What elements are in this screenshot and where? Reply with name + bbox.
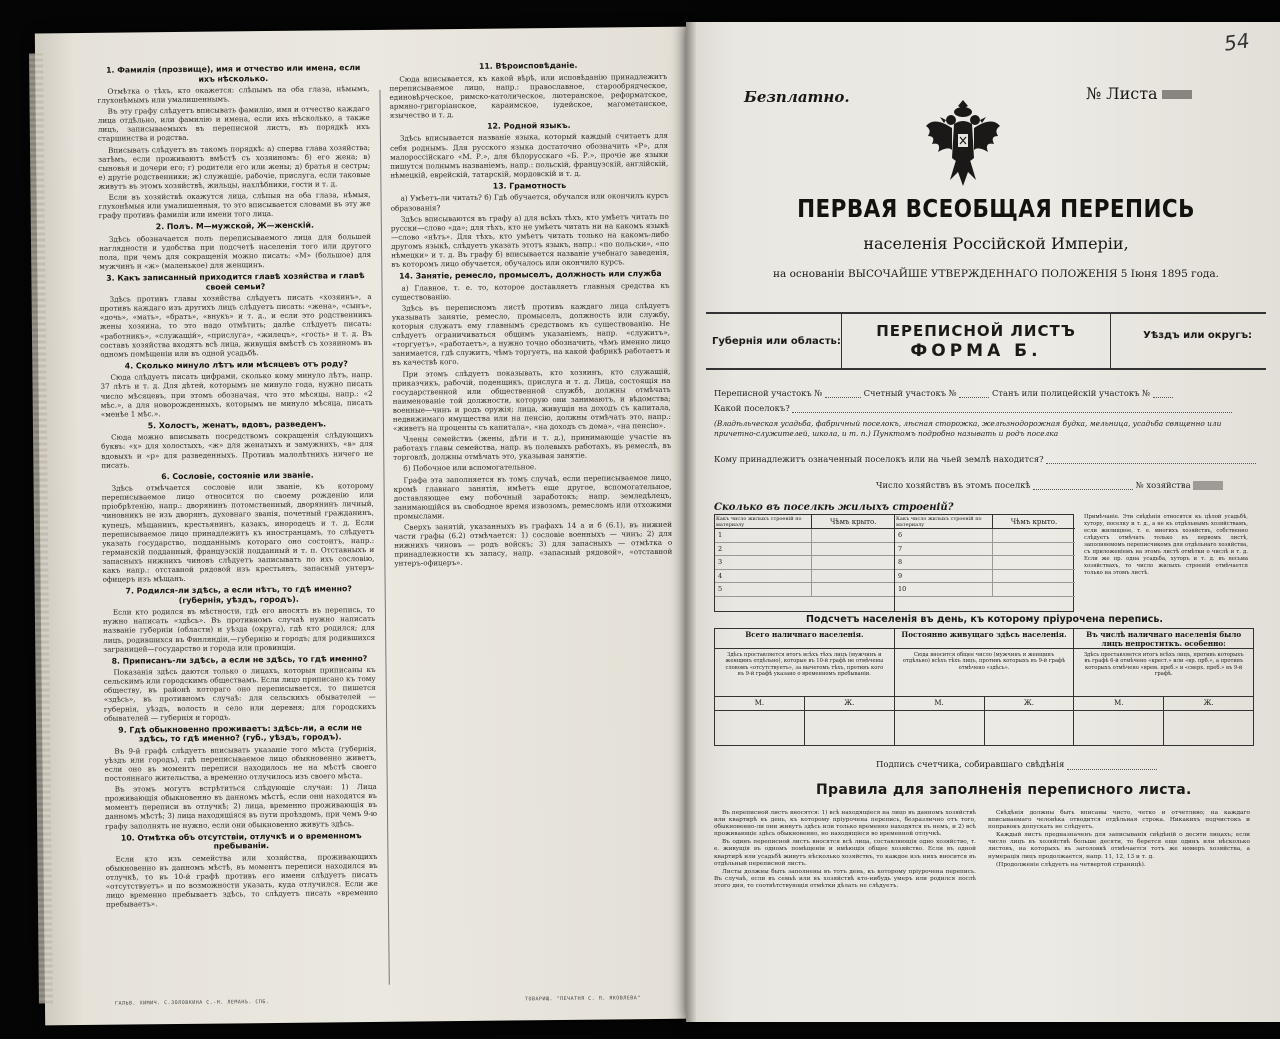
- instruction-paragraph: Сюда можно вписывать посредствомъ сокращенія слѣдующихъ буквъ: «х» для холостыхъ, «ж» для женатыхъ и замужнихъ, «в» для вдовыхъ и «р» для разведенныхъ. Противъ малолѣтнихъ ничего не писать.: [101, 430, 374, 470]
- census-form-sheet: [686, 22, 1280, 1022]
- houses-row-roof-cell: [993, 556, 1075, 569]
- instructions-column-1: [97, 60, 378, 911]
- instruction-heading: 5. Холостъ, женатъ, вдовъ, разведенъ.: [147, 419, 327, 431]
- houses-row: [895, 556, 1075, 570]
- province-label: Губернія или область:: [712, 336, 841, 347]
- rules-paragraph: Листы должны быть заполнены въ тотъ день, къ которому пріурочена перепись. Въ случаѣ, если въ семьѣ или въ хозяйствѣ кто-нибудь умеръ или родился послѣ этого дня, то соотвѣтствующія отмѣтки дѣлать не слѣдуетъ.: [714, 868, 976, 889]
- population-column-description: Здѣсь проставляется итогъ всѣхъ лицъ, противъ которыхъ въ графѣ 6-й отмѣчено «крест.» или «вр. прб.», а противъ которыхъ отмѣчено «врем. преб.» и «сверх. преб.» въ 9-й графѣ.: [1074, 649, 1253, 697]
- population-heading: Подсчетъ населенія въ день, къ которому пріурочена перепись.: [806, 614, 1164, 625]
- archive-page-number: 54: [1222, 28, 1251, 56]
- instruction-paragraph: Сюда вписывается, къ какой вѣрѣ, или исповѣданію принадлежитъ переписываемое лицо, напр.: православное, старообрядческое, единовѣрческое, римско-католическое, лютеранское, реформатское, армяно-григоріанское, караимское, іудейское, магометанское, язычество и т. д.: [389, 71, 668, 120]
- male-header: М.: [895, 697, 985, 710]
- instruction-paragraph: Вписывать слѣдуетъ въ такомъ порядкѣ: а) сперва глава хозяйства; затѣмъ, если проживаютъ вмѣстѣ съ хозяиномъ: б) его жена; в) сыновья и дочери его; г) родители его или жены; д) братья и сестры; е) другіе родственники; ж) служащіе, рабочіе, прислуга, если таковые живутъ въ этомъ хозяйствѣ, жильцы, нахлѣбники, гости и т. д.: [98, 142, 371, 191]
- form-title: ПЕРЕПИСНОЙ ЛИСТЪ: [876, 322, 1076, 340]
- rules-column-1: [714, 810, 976, 891]
- houses-row-roof-cell: [812, 543, 894, 556]
- instruction-heading: 13. Грамотность: [492, 180, 567, 191]
- rules-paragraph: Каждый листъ предназначенъ для записыванія свѣдѣній о десяти лицахъ; если число лицъ въ хозяйствѣ больше десяти, то берется еще одинъ или нѣсколько листовъ, на которыхъ въ заголовкѣ отмѣчается тотъ же номеръ хозяйства, а нумерація лицъ продолжается, напр. 11, 12, 13 и т. д.: [988, 832, 1250, 860]
- instruction-paragraph: Здѣсь вписываются въ графу а) для всѣхъ тѣхъ, кто умѣетъ читать по русски—слово «да»; для тѣхъ, кто не умѣетъ читать ни на какомъ языкѣ—слово «нѣтъ». Для тѣхъ, кто умѣетъ читать только на какомъ-либо другомъ языкѣ, слѣдуетъ указать этотъ языкъ, напр.: «по польски», «по нѣмецки» и т. д. Въ графу б) вписывается названіе учебнаго заведенія, въ которомъ лицо обучается, обучалось или окончило курсъ.: [390, 211, 670, 269]
- male-count-cell: [1074, 711, 1164, 745]
- instruction-paragraph: Въ этомъ могутъ встрѣтиться слѣдующіе случаи: 1) Лица проживающія обыкновенно въ данномъ мѣстѣ, если они находятся въ моментъ переписи въ отлучкѣ; 2) лица, временно проживающія въ данномъ мѣстѣ; 3) лица находящіяся въ пути проѣздомъ, при чемъ 9-ю графу заполнять не нужно, если они обыкновенно живутъ здѣсь.: [104, 782, 378, 831]
- sex-header-row: [715, 697, 894, 711]
- instructions-column-2: [389, 57, 672, 570]
- district-label: Уѣздъ или округъ:: [1143, 330, 1252, 341]
- houses-row: [715, 556, 894, 570]
- houses-row-number: 4: [715, 570, 812, 583]
- instruction-paragraph: а) Умѣетъ-ли читать? б) Гдѣ обучается, обучался или окончилъ курсъ образованія?: [390, 191, 669, 213]
- houses-table: [714, 514, 1074, 612]
- instruction-heading: 11. Вѣроисповѣданіе.: [478, 60, 578, 71]
- instruction-paragraph: Здѣсь вписывается названіе языка, который каждый считаетъ для себя роднымъ. Для русского языка достаточно обозначить «Р», для малороссійскаго «М. Р.», для бѣлорусскаго «Б. Р.», прочіе же языки пишутся полнымъ названіемъ, напр.: польскій, французскій, англійскій, нѣмецкій, еврейскій, татарскій, мордовскій и т. д.: [389, 131, 669, 180]
- instruction-heading: 1. Фамилія (прозвище), имя и отчество или имена, если ихъ нѣсколько.: [106, 63, 361, 84]
- households-count-label: Число хозяйствъ въ этомъ поселкѣ: [876, 480, 1031, 490]
- printer-imprint-left: ГАЛЬВ. ХИМИЧ. С.ЗОЛОВКИНА С.-Н. ЛЕМАНЪ. СПБ.: [114, 999, 270, 1007]
- settlement-line: [714, 403, 1232, 413]
- instruction-paragraph: Члены семействъ (жены, дѣти и т. д.), принимающіе участіе въ работахъ главы семейства, напр. въ полевыхъ работахъ, въ ремеслѣ, въ торговлѣ, должны отмѣчать это, указывая занятіе.: [393, 432, 672, 463]
- instruction-heading: 10. Отмѣтка объ отсутствіи, отлучкѣ и о временномъ пребываніи.: [120, 830, 362, 851]
- population-column-description: Здѣсь проставляется итогъ всѣхъ тѣхъ лицъ (мужчинъ и женщинъ отдѣльно), которые въ 10-й графѣ не отмѣчены словомъ «отсутствуетъ», за вычетомъ тѣхъ, противъ кого въ 9-й графѣ указано о временномъ пребываніи.: [715, 649, 894, 697]
- houses-row-number: 10: [895, 583, 993, 596]
- population-blank-row: [1074, 711, 1253, 745]
- signature-blank: [1067, 761, 1157, 770]
- rules-title: Правила для заполненія переписного листа.: [816, 782, 1192, 798]
- form-name: ФОРМА Б.: [910, 341, 1042, 361]
- houses-row-roof-cell: [993, 543, 1075, 556]
- rules-paragraph: (Продолженіе слѣдуетъ на четвертой страницѣ).: [996, 861, 1146, 868]
- houses-row: [715, 543, 894, 557]
- instruction-paragraph: Здѣсь обозначается полъ переписываемого лица для большей наглядности и удобства при подсчетѣ населенія того или другого пола, при чемъ для сокращенія можно писать: «М» (большое) для мужчинъ и «ж» (маленькое) для женщинъ.: [99, 231, 372, 271]
- houses-row-roof-cell: [812, 583, 894, 596]
- male-count-cell: [895, 711, 985, 745]
- material-column-header: Какъ число жилыхъ строеній по материалу: [895, 515, 993, 528]
- population-blank-row: [895, 711, 1074, 745]
- signature-line: [876, 760, 1157, 770]
- rules-column-2: [988, 810, 1250, 870]
- houses-note: Примѣчаніе. Эти свѣдѣнія относятся къ цѣлой усадьбѣ, хутору, поселку и т. д., а не къ отдѣльнымъ хозяйствамъ, если жилищное, т. е. многихъ хозяйствъ, собственно слѣдуетъ отмѣчать только въ первомъ листѣ, заполняемомъ переписчикомъ для отдѣльнаго хозяйства, съ приложеніемъ на этомъ листѣ отмѣтки о числѣ и т. д. Если же пр. одна усадьба, хуторъ и т. д. въ весьма хозяйствахъ, то число жилыхъ строеній отмѣчается только на этомъ листѣ.: [1084, 514, 1248, 576]
- count-section-label: Счетный участокъ №: [863, 388, 957, 398]
- form-title-cell: [841, 314, 1111, 368]
- female-count-cell: [985, 711, 1074, 745]
- population-column: [1074, 629, 1253, 745]
- instruction-paragraph: Здѣсь противъ главы хозяйства слѣдуетъ писать «хозяинъ», а противъ каждаго изъ другихъ лицъ слѣдуетъ писать: «жена», «сынъ», «дочь», «мать», «братъ», «внукъ» и т. д., и если это родственникъ жены хозяина, то это надо отмѣтить; далѣе слѣдуетъ писать: «работникъ», «служащій», «прислуга», «жилецъ», «гость» и т. д. Въ составъ хозяйства входятъ всѣ лица, живущія вмѣстѣ съ хозяиномъ въ одномъ помѣщеніи или въ одной усадьбѣ.: [99, 292, 373, 359]
- instruction-paragraph: Если кто изъ семейства или хозяйства, проживающихъ обыкновенно въ данномъ мѣстѣ, въ моментъ переписи находился въ отлучкѣ, то въ 10-й графѣ противъ его имени слѣдуетъ писать «отсутствуетъ» и по возможности указать, куда отлучился. Если же лицо временно пребываетъ здѣсь, то слѣдуетъ писать «временно пребываетъ».: [105, 851, 378, 909]
- printer-imprint-right: ТОВАРИЩ. "ПЕЧАТНЯ С. П. ЯКОВЛЕВА": [524, 995, 641, 1003]
- households-line: [876, 480, 1223, 490]
- census-title: ПЕРВАЯ ВСЕОБЩАЯ ПЕРЕПИСЬ: [797, 194, 1195, 223]
- population-blank-row: [715, 711, 894, 745]
- houses-row-number: 2: [715, 543, 812, 556]
- population-column: [895, 629, 1075, 745]
- instruction-paragraph: Здѣсь въ переписномъ листѣ противъ каждаго лица слѣдуетъ указывать занятіе, ремесло, промыселъ, должность или службу, которыя служатъ ему главнымъ средствомъ къ существованію. Не слѣдуетъ ограничиваться общимъ указаніемъ, напр. «служитъ», «торгуетъ», «работаетъ», а нужно точно обозначить, чѣмъ именно лицо занимается, гдѣ служитъ, чѣмъ торгуетъ, на какой фабрикѣ работаетъ и въ качествѣ кого.: [391, 300, 671, 368]
- houses-rows-right: [895, 529, 1075, 597]
- sex-header-row: [1074, 697, 1253, 711]
- houses-row: [895, 543, 1075, 557]
- instruction-paragraph: Если кто родился въ мѣстности, гдѣ его вносятъ въ перепись, то нужно написать «здѣсь». Въ противномъ случаѣ нужно написать названіе губерніи (области) и уѣзда (округа), гдѣ кто родился; для лицъ, родившихся въ Финляндіи,—губернію и городъ; для родившихся заграницей—государство и города или провинціи.: [102, 605, 376, 654]
- instruction-sheet: [35, 27, 701, 1026]
- houses-row-number: 5: [715, 583, 812, 596]
- houses-table-header: [715, 515, 894, 529]
- rules-paragraph: Въ одинъ переписной листъ вносятся всѣ лица, составляющія одно хозяйство, т. е. живущія въ одномъ помѣщеніи и имѣющія общее хозяйство. Если въ одной квартирѣ или усадьбѣ живутъ нѣсколько хозяйствъ, то каждое изъ нихъ вносится въ отдѣльный переписной листъ.: [714, 839, 976, 867]
- houses-row-number: 7: [895, 543, 993, 556]
- male-header: М.: [715, 697, 805, 710]
- houses-row-number: 9: [895, 570, 993, 583]
- instruction-paragraph: Здѣсь отмѣчается сословіе или званіе, къ которому переписываемое лицо относится по своему рожденію или пріобрѣтенію, напр.: дворянинъ потомственный, дворянинъ личный, чиновникъ не изъ дворянъ, духовнаго званія, почетный гражданинъ, купецъ, мѣщанинъ, крестьянинъ, казакъ, инородецъ и т. д. Если переписываемое лицо принадлежитъ къ иностранцамъ, то слѣдуетъ указать государство, подданнымъ котораго оно состоитъ, напр.: германскій подданный, французскій подданный и т. п. Отставныхъ и запасныхъ нижнихъ чиновъ слѣдуетъ записывать по ихъ сословію, какъ напр.: отставной рядовой изъ крестьянъ, запасный унтеръ-офицеръ изъ мѣщанъ.: [101, 481, 375, 584]
- sheet-fold: [686, 22, 696, 1022]
- houses-table-header: [895, 515, 1075, 529]
- houses-row: [895, 583, 1075, 597]
- settlement-label: Какой поселокъ?: [714, 403, 790, 413]
- instruction-paragraph: б) Побочное или вспомогательное.: [403, 462, 537, 474]
- instruction-paragraph: Показанія здѣсь даются только о лицахъ, которыя приписаны къ сельскимъ или городскимъ обществамъ. Если лицо приписано къ тому обществу, въ районѣ котораго оно переписывается, то пишется «здѣсь», въ противномъ случаѣ: для сельскихъ обывателей — губернія, уѣздъ, волость и село или деревня; для городскихъ обывателей — губернія и городъ.: [103, 665, 376, 723]
- double-headed-eagle-emblem: [924, 96, 1002, 188]
- houses-row-roof-cell: [812, 556, 894, 569]
- instruction-paragraph: Сюда слѣдуетъ писать цифрами, сколько кому минуло лѣтъ, напр. 37 лѣтъ и т. д. Для дѣтей, которымъ не минуло года, нужно писать число мѣсяцевъ, при этомъ обозначая, что это мѣсяцы, напр.: «2 мѣс.», а для новорожденныхъ, которымъ не минуло мѣсяца, писать «менѣе 1 мѣс.».: [100, 370, 373, 419]
- free-label: Безплатно.: [744, 88, 850, 106]
- households-count-blank: [1033, 481, 1133, 490]
- stacked-pages-edge: [29, 53, 53, 1003]
- census-subtitle: населенія Россійской Имперіи,: [863, 234, 1129, 253]
- instruction-paragraph: Отмѣтка о тѣхъ, кто окажется: слѣпымъ на оба глаза, нѣмымъ, глухонѣмымъ или умалишеннымъ.: [97, 83, 370, 105]
- legal-basis: на основаніи ВЫСОЧАЙШЕ УТВЕРЖДЕННАГО ПОЛОЖЕНІЯ 5 Іюня 1895 года.: [772, 268, 1219, 280]
- instruction-paragraph: а) Главное, т. е. то, которое доставляетъ главныя средства къ существованію.: [391, 280, 670, 302]
- population-column-title: Постоянно живущаго здѣсь населенія.: [895, 629, 1074, 649]
- count-section-blank: [959, 389, 989, 398]
- houses-row-roof-cell: [812, 529, 894, 542]
- police-section-label: Станъ или полицейскій участокъ №: [991, 388, 1151, 398]
- sex-header-row: [895, 697, 1074, 711]
- owner-label: Кому принадлежитъ означенный поселокъ или на чьей землѣ находится?: [714, 454, 1044, 464]
- owner-line: [714, 454, 1256, 464]
- census-section-label: Переписной участокъ №: [714, 388, 823, 398]
- population-column-title: Въ числѣ наличнаго населенія было лицъ непроститкъ. особенно:: [1074, 629, 1253, 649]
- houses-heading: Сколько въ поселкѣ жилыхъ строеній?: [714, 502, 954, 513]
- houses-table-left: [715, 515, 895, 611]
- houses-row-roof-cell: [993, 570, 1075, 583]
- instruction-heading: 12. Родной языкъ.: [487, 120, 571, 131]
- instruction-paragraph: Графа эта заполняется въ томъ случаѣ, если переписываемое лицо, кромѣ главнаго занятія, имѣетъ еще другое, вспомогательное, доставляющее ему побочный заработокъ; напр. земледѣлецъ, занимающійся въ свободное время извозомъ, ремесломъ или отхожими промыслами.: [393, 472, 672, 521]
- houses-row-roof-cell: [812, 570, 894, 583]
- female-header: Ж.: [1023, 699, 1034, 707]
- population-column: [715, 629, 895, 745]
- houses-row-number: 6: [895, 529, 993, 542]
- houses-row: [895, 570, 1075, 584]
- instruction-heading: 7. Родился-ли здѣсь, а если нѣтъ, то гдѣ именно? (губернія, уѣздъ, городъ).: [125, 584, 352, 605]
- female-header: Ж.: [1203, 699, 1214, 707]
- houses-table-right: [895, 515, 1075, 611]
- list-number-handwritten: [1162, 90, 1192, 99]
- houses-row: [895, 529, 1075, 543]
- instruction-heading: 3. Какъ записанный приходится главѣ хозяйства и главѣ своей семьи?: [106, 271, 365, 292]
- form-header-box: [706, 312, 1266, 370]
- female-header: Ж.: [844, 699, 855, 707]
- settlement-blank: [792, 404, 1232, 413]
- owner-blank: [1046, 455, 1256, 464]
- material-column-header: Какъ число жилыхъ строеній по материалу: [715, 515, 812, 528]
- settlement-hint-text: (Владѣльческая усадьба, фабричный поселокъ, лѣсная сторожка, желѣзнодорожная будка, мельница, усадьба священно или причетно-служителей, школа, и т. п.) Пунктомъ подробно называть и родъ поселка: [714, 419, 1222, 438]
- instruction-heading: 6. Сословіе, состояніе или званіе.: [161, 470, 314, 481]
- female-count-cell: [1164, 711, 1253, 745]
- houses-row-number: 1: [715, 529, 812, 542]
- household-number-label: № хозяйства: [1135, 480, 1191, 490]
- instruction-heading: 8. Приписанъ-ли здѣсь, а если не здѣсь, то гдѣ именно?: [111, 653, 368, 666]
- houses-row-number: 8: [895, 556, 993, 569]
- household-number-handwritten: [1193, 481, 1223, 490]
- population-column-description: Сюда вносится общее число (мужчинъ и женщинъ отдѣльно) всѣхъ тѣхъ лицъ, противъ которыхъ въ 9-й графѣ отмѣчено «здѣсь».: [895, 649, 1074, 697]
- list-number-label: № Листа: [1086, 84, 1158, 103]
- census-section-blank: [825, 389, 861, 398]
- houses-row-roof-cell: [993, 529, 1075, 542]
- male-count-cell: [715, 711, 805, 745]
- police-section-blank: [1153, 389, 1173, 398]
- roof-column-header: Чѣмъ крыто.: [829, 518, 877, 526]
- instruction-heading: 2. Полъ. М—мужской, Ж—женскій.: [155, 220, 314, 232]
- male-header: М.: [1074, 697, 1164, 710]
- instruction-heading: 9. Гдѣ обыкновенно проживаетъ: здѣсь-ли, а если не здѣсь, то гдѣ именно? (губ., уѣздъ, городъ).: [118, 722, 362, 744]
- section-numbers-line: [714, 388, 1173, 398]
- instruction-paragraph: Въ эту графу слѣдуетъ вписывать фамилію, имя и отчество каждаго лица отдѣльно, или фамилію и имена, если ихъ нѣсколько, а также лицъ, записываемыхъ въ переписной листъ, въ порядкѣ ихъ старшинства и родства.: [97, 104, 370, 144]
- instruction-heading: 4. Сколько минуло лѣтъ или мѣсяцевъ отъ роду?: [124, 359, 348, 371]
- roof-column-header: Чѣмъ крыто.: [1010, 518, 1058, 526]
- instruction-paragraph: Если въ хозяйствѣ окажутся лица, слѣпыя на оба глаза, нѣмыя, глухонѣмыя или умалишенныя, то это вписывается словами въ эту же графу противъ фамиліи или имени того лица.: [98, 189, 371, 221]
- population-column-title: Всего наличнаго населенія.: [715, 629, 894, 649]
- rules-paragraph: Свѣдѣнія должны быть вписаны чисто, четко и отчетливо; на каждаго вписываемаго человѣка отводится отдѣльная строка. Никакихъ подчистокъ и поправокъ допускать не слѣдуетъ.: [988, 810, 1250, 831]
- houses-row: [715, 583, 894, 597]
- instruction-paragraph: Въ 9-й графѣ слѣдуетъ вписывать указаніе того мѣста (губернія, уѣздъ или городъ), гдѣ переписываемое лицо обыкновенно живетъ, если оно въ моментъ переписи находилось не на мѣстѣ своего постояннаго жительства, а временно отлучилось изъ своего мѣста.: [104, 743, 377, 783]
- houses-rows-left: [715, 529, 894, 597]
- houses-row-number: 3: [715, 556, 812, 569]
- rules-paragraph: Въ переписной листъ вносятся: 1) всѣ находящіеся на лицо въ данномъ хозяйствѣ или квартирѣ въ день, къ которому пріурочена перепись, безразлично отъ того, обыкновенно-ли они живутъ здѣсь или только временно находятся въ немъ, и 2) всѣ проживающіе здѣсь обыкновенно, но находящіеся во временной отлучкѣ.: [714, 810, 976, 838]
- column-divider: [379, 90, 389, 985]
- settlement-hint: [714, 419, 1254, 439]
- houses-row: [715, 529, 894, 543]
- signature-label: Подпись счетчика, собиравшаго свѣдѣнія: [876, 760, 1065, 770]
- instruction-paragraph: При этомъ слѣдуетъ показывать, кто хозяинъ, кто служащій, приказчикъ, рабочій, поденщикъ, прислуга и т. д. Лица, состоящія на государственной или общественной службѣ, должны отмѣчать наименованіе той должности, которую они занимаютъ, и вѣдомства; военные—чинъ и родъ оружія; лица, живущія на доходъ съ капитала, недвижимаго имущества или на пенсію, должны отмѣчать это, напр.: «живетъ на проценты съ капитала», «на доходъ съ дома», «на пенсію».: [392, 366, 671, 433]
- population-table: [714, 628, 1254, 746]
- houses-row-roof-cell: [993, 583, 1075, 596]
- houses-row: [715, 570, 894, 584]
- instruction-heading: 14. Занятіе, ремесло, промыселъ, должность или служба: [399, 269, 662, 281]
- list-number: [1086, 84, 1192, 103]
- female-count-cell: [805, 711, 894, 745]
- instruction-paragraph: Сверхъ занятій, указанныхъ въ графахъ 14 а и б (6.1), въ нижней части графы (6.2) отмѣчается: 1) сословіе военныхъ — чинъ; 2) для нижнихъ чиновъ — родъ войскъ; 3) для запасныхъ — отмѣтка о принадлежности къ запасу, напр. «запасный рядовой», «отставной унтеръ-офицеръ».: [394, 519, 673, 569]
